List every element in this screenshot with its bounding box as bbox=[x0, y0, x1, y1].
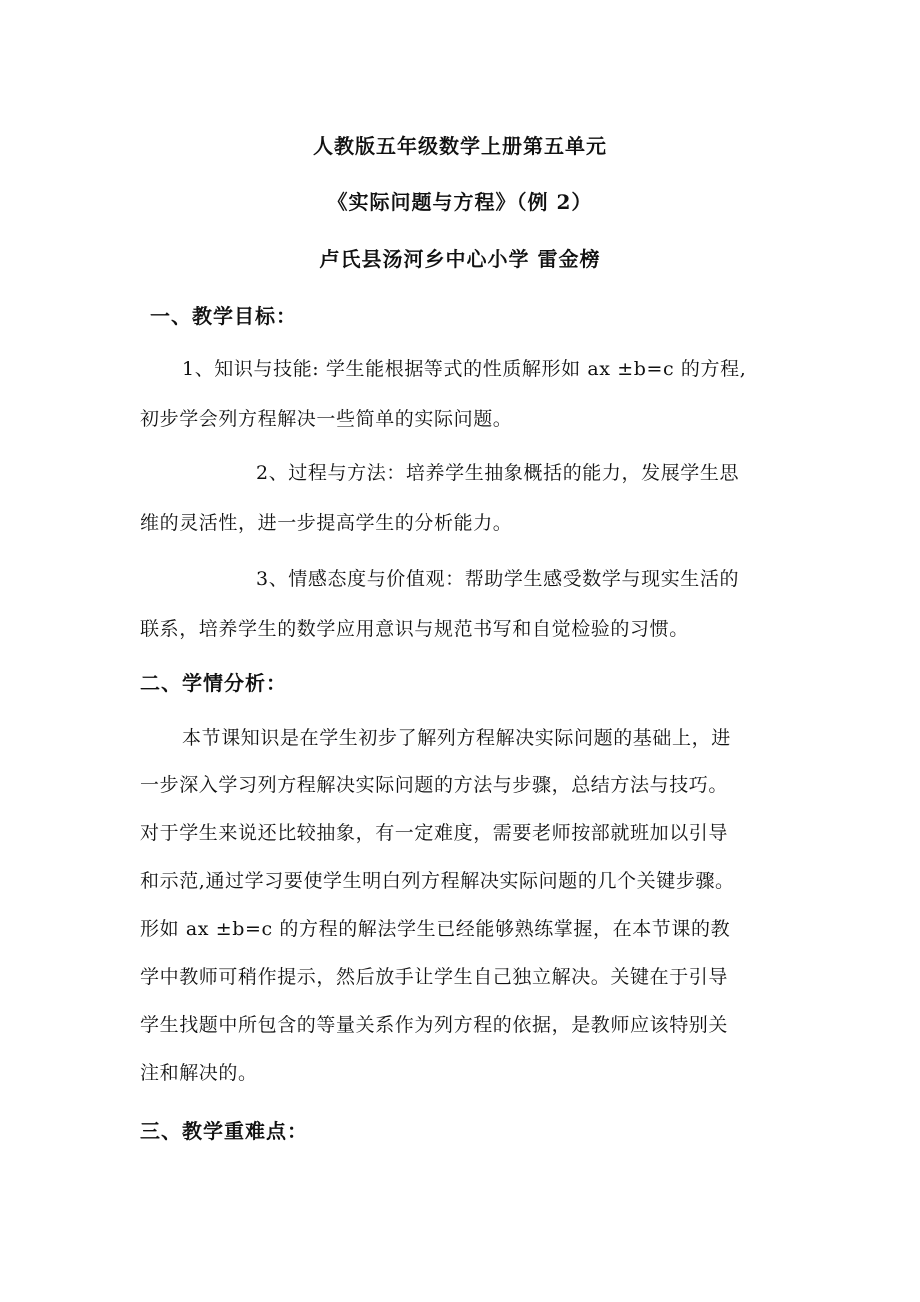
analysis-line: 形如 ax ±b=c 的方程的解法学生已经能够熟练掌握，在本节课的教 bbox=[140, 918, 731, 940]
analysis-line: 注和解决的。 bbox=[140, 1062, 258, 1084]
objective-2-line-2: 维的灵活性，进一步提高学生的分析能力。 bbox=[140, 512, 513, 534]
section-heading-analysis: 二、学情分析： bbox=[140, 671, 287, 695]
document-subtitle: 《实际问题与方程》（例 2） bbox=[327, 190, 593, 214]
objective-2-line-1: 2、过程与方法：培养学生抽象概括的能力，发展学生思 bbox=[256, 462, 740, 484]
section-heading-key-points: 三、教学重难点： bbox=[140, 1119, 308, 1143]
analysis-line: 学生找题中所包含的等量关系作为列方程的依据，是教师应该特别关 bbox=[140, 1014, 729, 1036]
analysis-line: 学中教师可稍作提示，然后放手让学生自己独立解决。关键在于引导 bbox=[140, 966, 729, 988]
analysis-line: 一步深入学习列方程解决实际问题的方法与步骤，总结方法与技巧。 bbox=[140, 774, 729, 796]
analysis-line: 和示范,通过学习要使学生明白列方程解决实际问题的几个关键步骤。 bbox=[140, 870, 735, 892]
analysis-line: 本节课知识是在学生初步了解列方程解决实际问题的基础上，进 bbox=[182, 727, 731, 749]
section-heading-objectives: 一、教学目标： bbox=[150, 304, 297, 328]
analysis-line: 对于学生来说还比较抽象，有一定难度，需要老师按部就班加以引导 bbox=[140, 822, 729, 844]
document-title: 人教版五年级数学上册第五单元 bbox=[313, 134, 607, 158]
author-line: 卢氏县汤河乡中心小学 雷金榜 bbox=[319, 247, 601, 271]
objective-3-line-1: 3、情感态度与价值观：帮助学生感受数学与现实生活的 bbox=[256, 568, 740, 590]
objective-1-line-2: 初步学会列方程解决一些简单的实际问题。 bbox=[140, 408, 513, 430]
objective-1-line-1: 1、知识与技能: 学生能根据等式的性质解形如 ax ±b=c 的方程, bbox=[182, 358, 747, 380]
objective-3-line-2: 联系，培养学生的数学应用意识与规范书写和自觉检验的习惯。 bbox=[140, 618, 689, 640]
